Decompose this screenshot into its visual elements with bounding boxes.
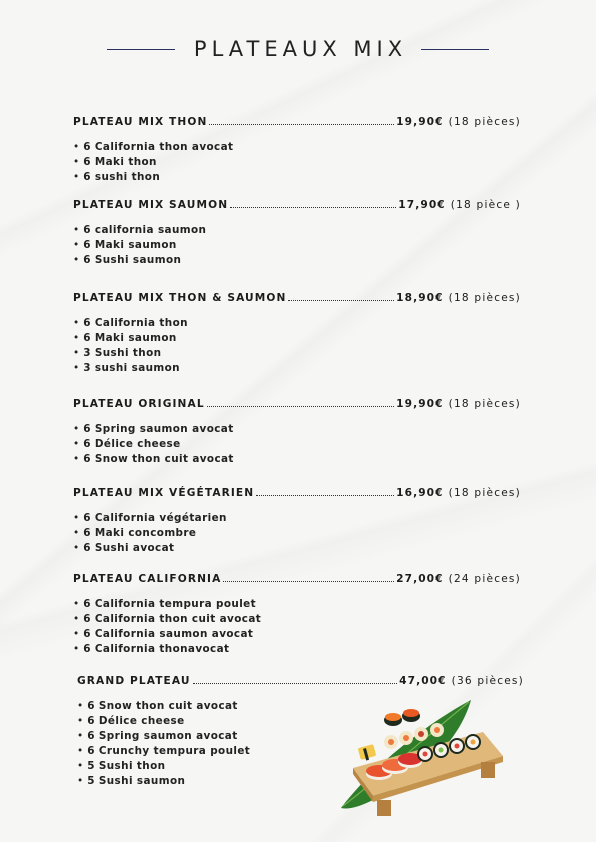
- item-list: [73, 511, 521, 556]
- list-item: • 6 Snow thon cuit avocat: [77, 699, 524, 714]
- dish-name: PLATEAU MIX SAUMON: [73, 199, 229, 211]
- piece-count: (36 pièces): [451, 675, 524, 687]
- dish-price: 47,00€: [399, 675, 447, 687]
- menu-section-heading: [73, 114, 521, 128]
- list-item: • 5 Sushi saumon: [77, 774, 524, 789]
- menu-section-plateau-mix-vegetarien: [73, 485, 521, 556]
- dish-price: 19,90€: [396, 116, 444, 128]
- item-list: [73, 140, 521, 185]
- item-list: [73, 316, 521, 376]
- list-item: • 5 Sushi thon: [77, 759, 524, 774]
- menu-section-heading: [77, 673, 524, 687]
- dish-price: 19,90€: [396, 398, 444, 410]
- list-item: • 6 Délice cheese: [77, 714, 524, 729]
- dish-price: 27,00€: [396, 573, 444, 585]
- piece-count: (18 pièce ): [450, 199, 521, 211]
- dish-price: 18,90€: [396, 292, 444, 304]
- piece-count: (18 pièces): [448, 116, 521, 128]
- list-item: • 6 Sushi saumon: [73, 253, 521, 268]
- menu-section-plateau-mix-thon: [73, 114, 521, 185]
- list-item: • 6 sushi thon: [73, 170, 521, 185]
- dot-leader: [288, 300, 394, 301]
- piece-count: (24 pièces): [448, 573, 521, 585]
- page-title: PLATEAUX MIX: [193, 37, 408, 61]
- list-item: • 6 California thon avocat: [73, 140, 521, 155]
- list-item: • 6 Snow thon cuit avocat: [73, 452, 521, 467]
- list-item: • 6 Maki saumon: [73, 331, 521, 346]
- dot-leader: [223, 581, 394, 582]
- dot-leader: [256, 495, 394, 496]
- dish-name: PLATEAU MIX THON: [73, 116, 208, 128]
- dot-leader: [230, 207, 396, 208]
- list-item: • 6 Maki thon: [73, 155, 521, 170]
- list-item: • 6 California thonavocat: [73, 642, 521, 657]
- dish-name: PLATEAU MIX VÉGÉTARIEN: [73, 487, 255, 499]
- dot-leader: [209, 124, 394, 125]
- list-item: • 6 california saumon: [73, 223, 521, 238]
- piece-count: (18 pièces): [448, 398, 521, 410]
- list-item: • 6 Sushi avocat: [73, 541, 521, 556]
- menu-section-plateau-original: [73, 396, 521, 467]
- menu-section-heading: [73, 197, 521, 211]
- list-item: • 3 sushi saumon: [73, 361, 521, 376]
- piece-count: (18 pièces): [448, 292, 521, 304]
- dish-name: PLATEAU CALIFORNIA: [73, 573, 222, 585]
- list-item: • 6 Délice cheese: [73, 437, 521, 452]
- item-list: [73, 223, 521, 268]
- sushi-platter-illustration: [333, 696, 508, 821]
- dot-leader: [207, 406, 394, 407]
- dish-price: 17,90€: [398, 199, 446, 211]
- list-item: • 6 California thon cuit avocat: [73, 612, 521, 627]
- piece-count: (18 pièces): [448, 487, 521, 499]
- dish-name: PLATEAU ORIGINAL: [73, 398, 205, 410]
- list-item: • 6 Maki concombre: [73, 526, 521, 541]
- menu-section-heading: [73, 485, 521, 499]
- list-item: • 6 Spring saumon avocat: [73, 422, 521, 437]
- dish-price: 16,90€: [396, 487, 444, 499]
- list-item: • 6 Crunchy tempura poulet: [77, 744, 524, 759]
- list-item: • 6 California tempura poulet: [73, 597, 521, 612]
- menu-section-plateau-mix-thon-saumon: [73, 290, 521, 376]
- menu-section-heading: [73, 571, 521, 585]
- list-item: • 6 California végétarien: [73, 511, 521, 526]
- menu-section-plateau-mix-saumon: [73, 197, 521, 268]
- dish-name: PLATEAU MIX THON & SAUMON: [73, 292, 287, 304]
- dot-leader: [193, 683, 398, 684]
- item-list: [73, 597, 521, 657]
- title-rule-right: [421, 49, 489, 50]
- list-item: • 6 California saumon avocat: [73, 627, 521, 642]
- list-item: • 6 California thon: [73, 316, 521, 331]
- item-list: [73, 422, 521, 467]
- menu-section-plateau-california: [73, 571, 521, 657]
- page-header: [0, 36, 596, 62]
- list-item: • 6 Maki saumon: [73, 238, 521, 253]
- title-rule-left: [107, 49, 175, 50]
- menu-section-heading: [73, 396, 521, 410]
- list-item: • 3 Sushi thon: [73, 346, 521, 361]
- list-item: • 6 Spring saumon avocat: [77, 729, 524, 744]
- menu-section-heading: [73, 290, 521, 304]
- dish-name: GRAND PLATEAU: [77, 675, 191, 687]
